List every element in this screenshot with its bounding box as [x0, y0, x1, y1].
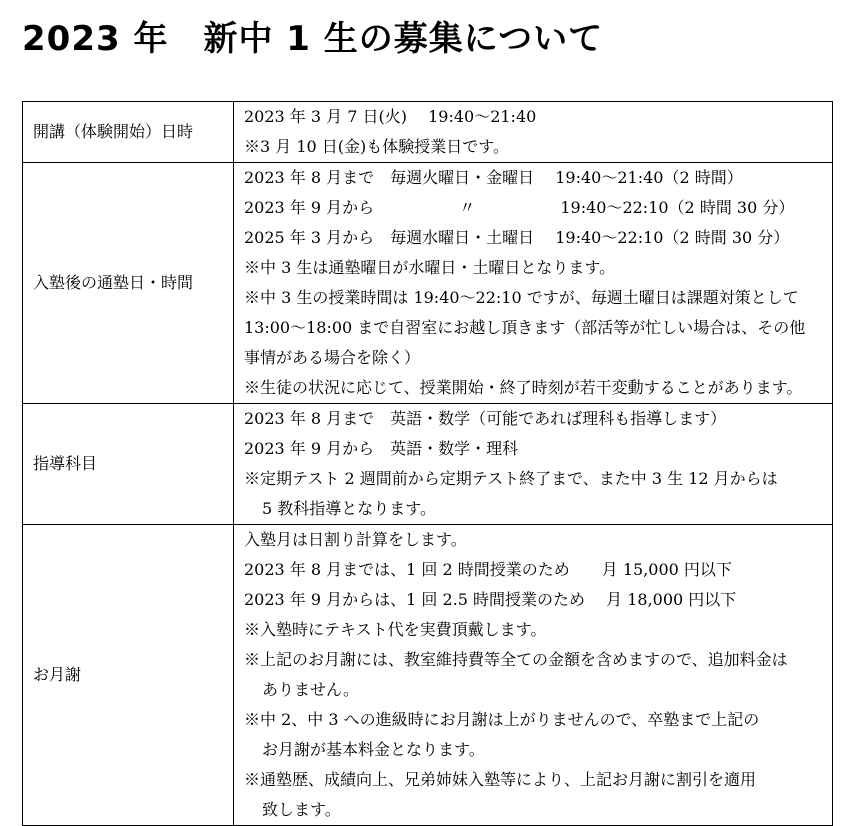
content-line: ※上記のお月謝には、教室維持費等全ての金額を含めますので、追加料金は — [244, 650, 788, 669]
content-line: ※生徒の状況に応じて、授業開始・終了時刻が若干変動することがあります。 — [244, 378, 803, 397]
row-content — [234, 102, 833, 163]
content-line: ※通塾歴、成績向上、兄弟姉妹入塾等により、上記お月謝に割引を適用 — [244, 770, 757, 789]
table-row — [23, 102, 833, 163]
content-line: 2023 年 9 月から 〃 19:40～22:10（2 時間 30 分） — [244, 198, 795, 217]
content-line: 2023 年 3 月 7 日(火) 19:40～21:40 — [244, 107, 537, 126]
page-title: 2023 年 新中 1 生の募集について — [22, 19, 604, 59]
content-line: 2023 年 8 月まで 毎週火曜日・金曜日 19:40～21:40（2 時間） — [244, 168, 743, 187]
info-table — [22, 101, 833, 826]
content-line: ※中 3 生の授業時間は 19:40～22:10 ですが、毎週土曜日は課題対策として — [244, 288, 799, 307]
content-line: ※中 3 生は通塾曜日が水曜日・土曜日となります。 — [244, 258, 616, 277]
table-row — [23, 525, 833, 826]
table-row — [23, 404, 833, 525]
content-line: 2023 年 8 月まで 英語・数学（可能であれば理科も指導します） — [244, 409, 727, 428]
table-row — [23, 163, 833, 404]
row-label: 指導科目 — [23, 404, 234, 525]
row-content — [234, 525, 833, 826]
content-line: ありません。 — [262, 680, 359, 699]
content-line: 2025 年 3 月から 毎週水曜日・土曜日 19:40～22:10（2 時間 30 分） — [244, 228, 790, 247]
content-line: 2023 年 9 月からは、1 回 2.5 時間授業のため 月 18,000 円以下 — [244, 590, 737, 609]
content-line: 入塾月は日割り計算をします。 — [244, 530, 467, 549]
content-line: 13:00～18:00 まで自習室にお越し頂きます（部活等が忙しい場合は、その他 — [244, 318, 806, 337]
content-line: ※定期テスト 2 週間前から定期テスト終了まで、また中 3 生 12 月からは — [244, 469, 778, 488]
content-line: ※3 月 10 日(金)も体験授業日です。 — [244, 137, 510, 156]
content-line: 致します。 — [262, 800, 341, 819]
content-line: 2023 年 8 月までは、1 回 2 時間授業のため 月 15,000 円以下 — [244, 560, 732, 579]
content-line: ※入塾時にテキスト代を実費頂戴します。 — [244, 620, 547, 639]
row-label: お月謝 — [23, 525, 234, 826]
content-line: 5 教科指導となります。 — [262, 499, 436, 518]
content-line: お月謝が基本料金となります。 — [262, 740, 485, 759]
content-line: 事情がある場合を除く） — [244, 348, 421, 367]
row-content — [234, 163, 833, 404]
row-label: 入塾後の通塾日・時間 — [23, 163, 234, 404]
row-label: 開講（体験開始）日時 — [23, 102, 234, 163]
content-line: ※中 2、中 3 への進級時にお月謝は上がりませんので、卒塾まで上記の — [244, 710, 760, 729]
content-line: 2023 年 9 月から 英語・数学・理科 — [244, 439, 519, 458]
row-content — [234, 404, 833, 525]
